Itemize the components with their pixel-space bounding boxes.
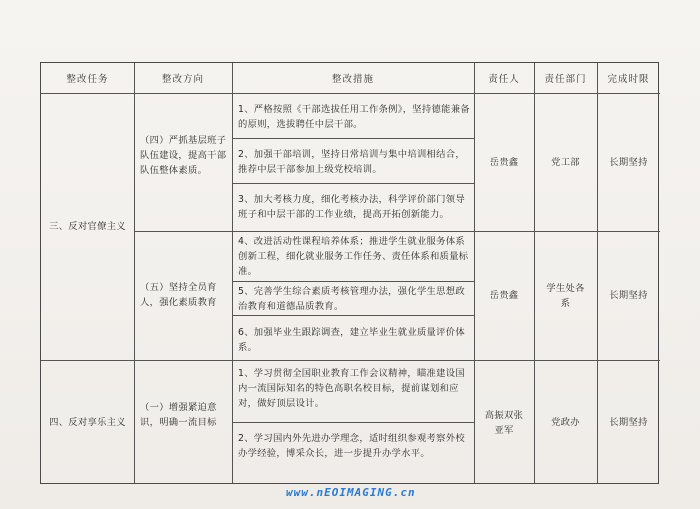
header-measures: 整改措施 xyxy=(331,74,374,85)
owner-cell: 高振双张亚军 xyxy=(484,409,524,436)
task-cell: 三、反对官僚主义 xyxy=(49,221,126,232)
row-divider xyxy=(232,281,474,282)
row-divider xyxy=(232,315,474,316)
measure-cell: 3、加大考核力度，细化考核办法，科学评价部门领导班子和中层干部的工作业绩，提高开拓创新能力。 xyxy=(238,194,465,220)
row-divider xyxy=(232,422,474,423)
deadline-cell: 长期坚持 xyxy=(609,156,648,168)
measure-cell: 6、加强毕业生跟踪调查，建立毕业生就业质量评价体系。 xyxy=(238,327,465,353)
measure-cell: 5、完善学生综合素质考核管理办法，强化学生思想政治教育和道德品质教育。 xyxy=(238,286,465,312)
rectification-table xyxy=(40,62,659,484)
measure-cell: 2、学习国内外先进办学理念，适时组织参观考察外校办学经验，博采众长，进一步提升办学水平。 xyxy=(238,433,465,459)
dept-cell: 党工部 xyxy=(551,156,580,168)
dept-cell: 党政办 xyxy=(551,417,580,428)
header-task: 整改任务 xyxy=(66,74,109,85)
deadline-cell: 长期坚持 xyxy=(609,290,648,301)
deadline-cell: 长期坚持 xyxy=(609,417,648,428)
header-deadline: 完成时限 xyxy=(607,74,650,85)
measure-cell: 1、严格按照《干部选拔任用工作条例》，坚持德能兼备的原则，选拔聘任中层干部。 xyxy=(238,104,470,130)
column-divider xyxy=(232,63,233,483)
measure-cell: 1、学习贯彻全国职业教育工作会议精神，瞄准建设国内一流国际知名的特色高职名校目标，提前谋划和应对，做好顶层设计。 xyxy=(238,368,465,409)
dept-cell: 学生处各系 xyxy=(546,282,585,309)
watermark-text: www.nEOIMAGING.cn xyxy=(286,486,416,499)
header-direction: 整改方向 xyxy=(161,74,204,85)
owner-cell: 岳贵鑫 xyxy=(489,156,519,168)
column-divider xyxy=(134,63,135,483)
header-dept: 责任部门 xyxy=(544,74,587,85)
direction-cell: （五）坚持全员育人，强化素质教育 xyxy=(140,282,217,308)
measure-cell: 4、改进活动性课程培养体系；推进学生就业服务体系创新工程，细化就业服务工作任务、责任体系和质量标准。 xyxy=(238,236,469,277)
direction-cell: （一）增强紧迫意识，明确一流目标 xyxy=(140,402,217,428)
owner-cell: 岳贵鑫 xyxy=(489,290,519,301)
row-divider xyxy=(232,138,474,139)
row-divider xyxy=(232,183,474,184)
task-cell: 四、反对享乐主义 xyxy=(49,417,126,428)
direction-cell: （四）严抓基层班子队伍建设，提高干部队伍整体素质。 xyxy=(140,135,227,176)
measure-cell: 2、加强干部培训，坚持日常培训与集中培训相结合，推荐中层干部参加上级党校培训。 xyxy=(238,149,465,175)
header-owner: 责任人 xyxy=(488,74,520,85)
